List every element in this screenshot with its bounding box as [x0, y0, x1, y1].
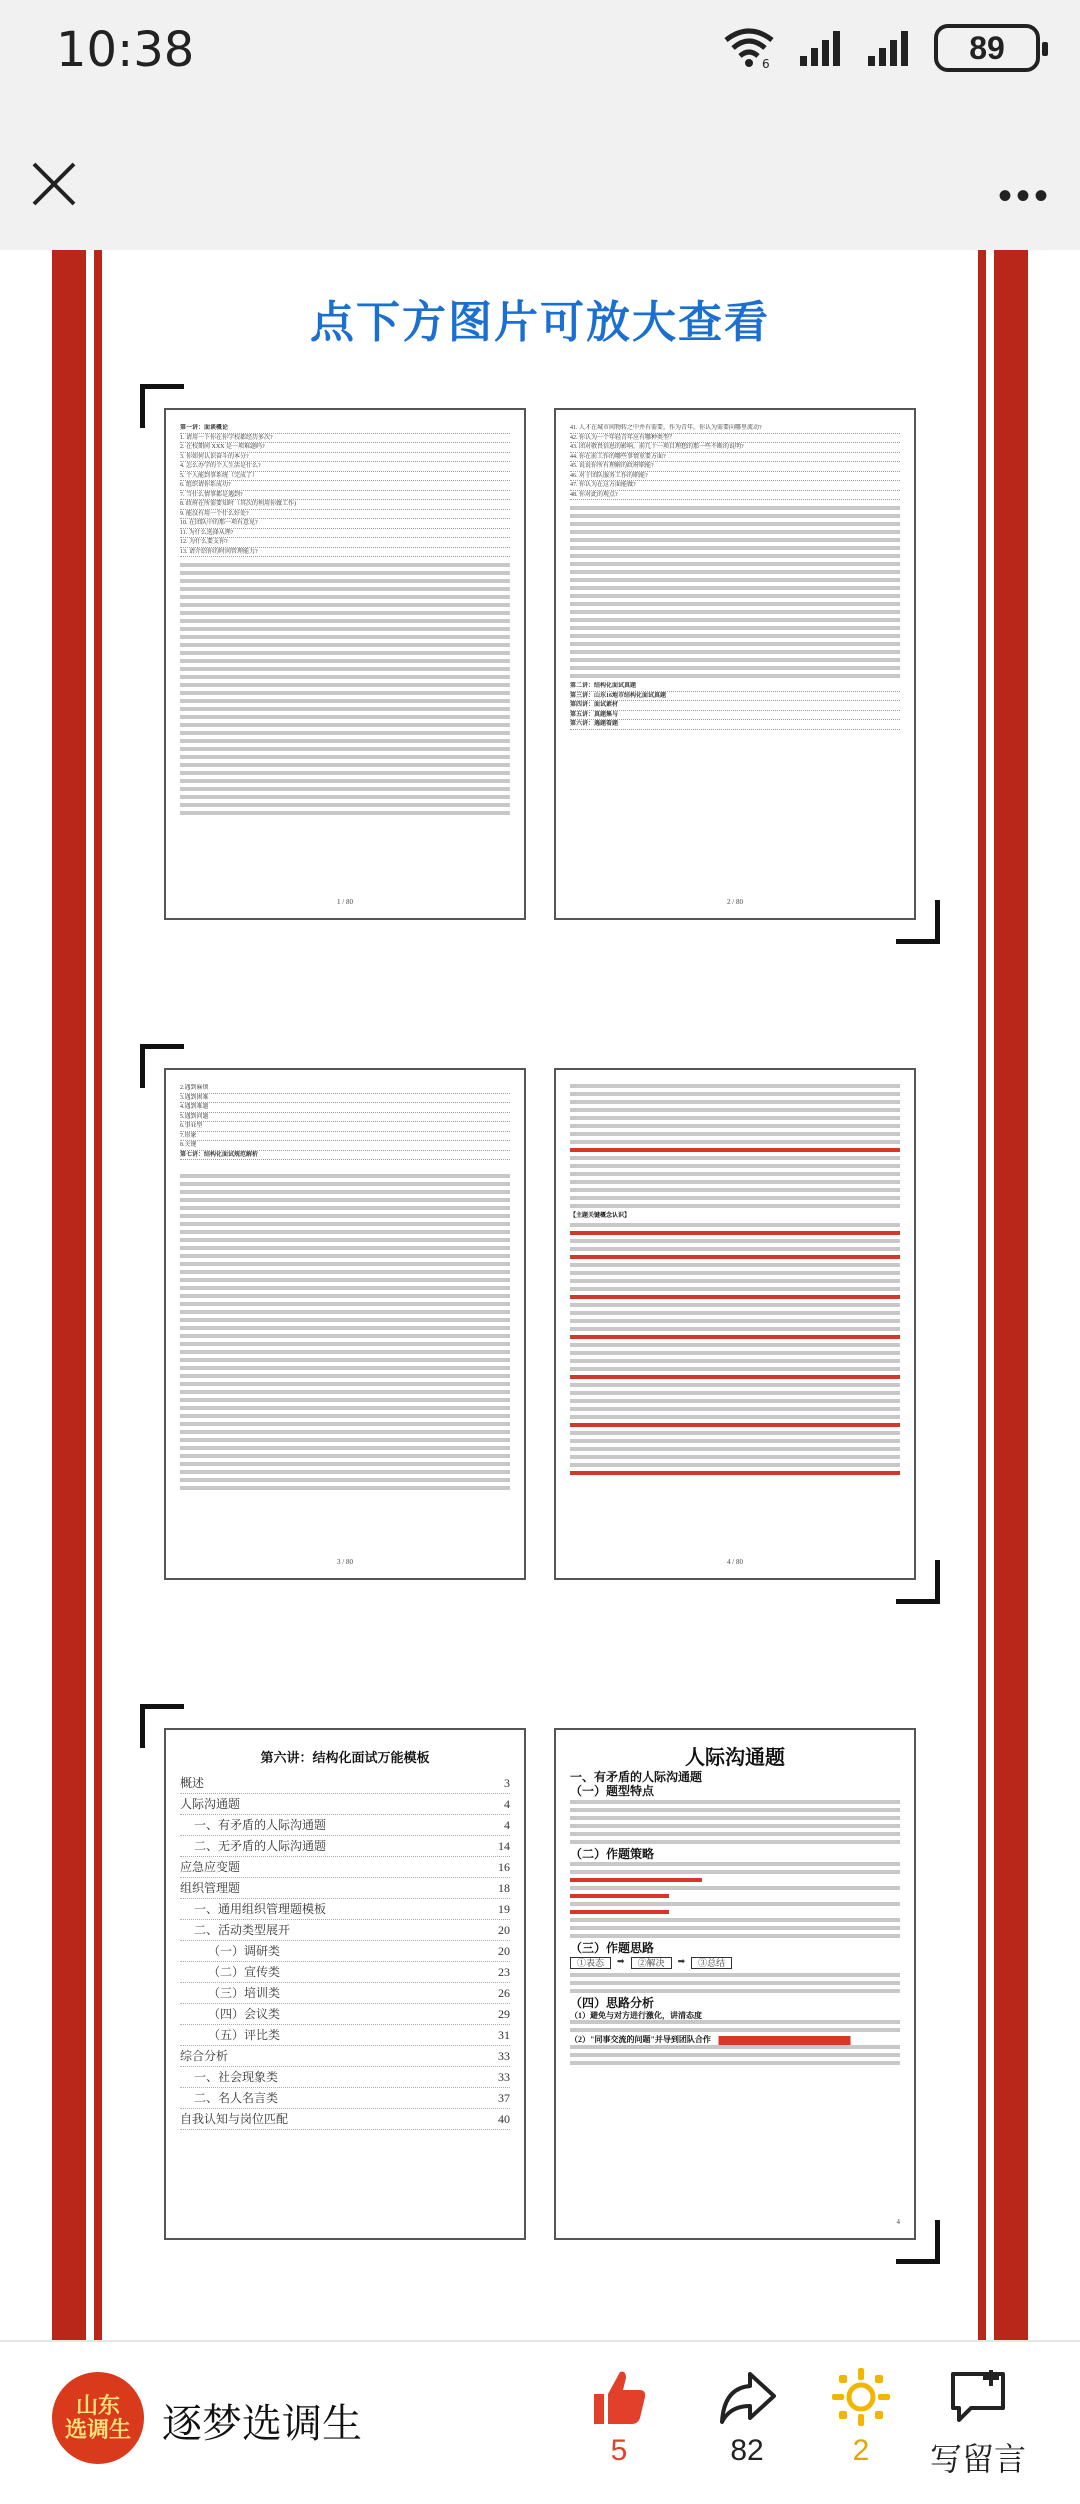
page-number: 4 [896, 2217, 900, 2226]
like-count: 5 [610, 2434, 628, 2467]
toc-line: 7. 当什么情事都是遇到? [180, 491, 510, 501]
comment-label: 写留言 [930, 2441, 1027, 2477]
toc-line: 4.遇到难题 [180, 1103, 510, 1113]
toc-line: 10. 在团队中的那一项有意见? [180, 519, 510, 529]
close-icon[interactable] [26, 156, 82, 212]
decorative-border-left-inner [94, 250, 102, 2340]
toc-line: 2.遇到麻烦 [180, 1084, 510, 1094]
toc-line: 47. 你认为在这方面能做? [570, 481, 900, 491]
flow-step: ③总结 [691, 1957, 732, 1970]
doc-page-5[interactable] [164, 1728, 526, 2240]
doc-page-6[interactable] [554, 1728, 916, 2240]
toc-line: 5. 个人能到事系统（完成了） [180, 472, 510, 482]
toc-entry: 综合分析 33 [180, 2046, 510, 2067]
status-time: 10:38 [56, 22, 195, 78]
doc-page-4[interactable] [554, 1068, 916, 1580]
body-text-lines [570, 1862, 900, 1938]
doc-image-group-1[interactable] [140, 384, 940, 944]
doc-page-2[interactable] [554, 408, 916, 920]
toc-entry: 一、通用组织管理题模板 19 [180, 1899, 510, 1920]
thumbs-up-icon [588, 2366, 650, 2428]
toc-line: 9. 能没有用一个什么好处? [180, 510, 510, 520]
share-button[interactable] [716, 2366, 778, 2468]
toc-entry: （一）调研类 20 [180, 1941, 510, 1962]
wifi-6-icon [722, 26, 776, 70]
toc-line: 41. 人才在城市间物转之中并有需要，作为青年，你认为需要向哪里流动? [570, 424, 900, 434]
decorative-border-left [52, 250, 86, 2340]
toc-line: 第二讲：结构化面试真题 [570, 682, 900, 692]
toc-line: 12. 为什么要支你? [180, 538, 510, 548]
toc-entry: （五）评比类 31 [180, 2025, 510, 2046]
toc-line: 第六讲：遇题看题 [570, 720, 900, 730]
signal-2-icon [866, 28, 912, 68]
toc-entry: 概述 3 [180, 1773, 510, 1794]
toc-line: 11. 为什么选择从理? [180, 529, 510, 539]
body-text-lines [570, 1973, 900, 1993]
toc-heading: 第一讲：面谈概论 [180, 424, 510, 434]
toc-filler [180, 563, 510, 815]
toc-entry: 一、社会现象类 33 [180, 2067, 510, 2088]
article-headline: 点下方图片可放大查看 [310, 298, 770, 347]
body-text-lines [570, 1223, 900, 1475]
toc-line: 7.形象 [180, 1132, 510, 1142]
star-burst-icon [830, 2366, 892, 2428]
point-heading: （1）避免与对方进行激化，讲清态度 [570, 2010, 702, 2020]
toc-entry: 人际沟通题 4 [180, 1794, 510, 1815]
point-heading: （2）"同事交流的问题"并导到团队合作 [570, 2036, 900, 2045]
body-text-lines [570, 1084, 900, 1208]
share-count: 82 [730, 2434, 764, 2467]
article-body [0, 250, 1080, 2340]
subsection-heading: （三）作题思路 [570, 1941, 655, 1955]
toc-entry: 应急应变题 16 [180, 1857, 510, 1878]
toc-filler [570, 506, 900, 678]
toc-line: 3.遇到困难 [180, 1094, 510, 1104]
svg-text:6: 6 [762, 57, 770, 70]
subsection-heading: （二）作题策略 [570, 1846, 655, 1861]
toc-line: 4. 怎么办学的个人生活是什么? [180, 462, 510, 472]
doc-image-group-2[interactable] [140, 1044, 940, 1604]
toc-title: 第六讲：结构化面试万能模板 [260, 1750, 430, 1765]
toc-line: 2. 在校期间 XXX 是一项难题吗? [180, 443, 510, 453]
toc-line: 48. 你对此的观点? [570, 491, 900, 501]
toc-entry: （二）宣传类 23 [180, 1962, 510, 1983]
toc-line: 8.关键 [180, 1141, 510, 1151]
status-bar [0, 0, 1080, 110]
more-options-icon[interactable]: ••• [997, 174, 1052, 218]
toc-line: 46. 对于团队服务工作的职能? [570, 472, 900, 482]
toc-entry: 二、活动类型展开 20 [180, 1920, 510, 1941]
page-number: 3 / 80 [337, 1557, 353, 1566]
toc-line: 6.事业型 [180, 1122, 510, 1132]
wow-button[interactable] [830, 2366, 892, 2468]
section-heading: 一、有矛盾的人际沟通题 [570, 1769, 703, 1784]
top-nav [0, 110, 1080, 250]
toc-line: 5.遇到问题 [180, 1113, 510, 1123]
doc-page-3[interactable] [164, 1068, 526, 1580]
toc-entry: 二、无矛盾的人际沟通题 14 [180, 1836, 510, 1857]
page-number: 2 / 80 [727, 897, 743, 906]
toc-line: 42. 你认为一个年轻青年应有哪种类型？ [570, 434, 900, 444]
comment-button[interactable] [930, 2366, 1026, 2480]
body-text-lines [570, 2020, 900, 2032]
toc-line: 第七讲：结构化面试规范解析 [180, 1151, 510, 1161]
toc-line: 44. 你在前工作的哪些事情重要方面? [570, 453, 900, 463]
toc-entry: （四）会议类 29 [180, 2004, 510, 2025]
toc-line: 第四讲：面试素材 [570, 701, 900, 711]
flow-step: ①表态 [570, 1957, 611, 1970]
subsection-heading: （四）思路分析 [570, 1996, 655, 2010]
flow-steps [570, 1957, 900, 1970]
doc-page-1[interactable] [164, 408, 526, 920]
body-text-lines [180, 1174, 510, 1490]
page-title: 人际沟通题 [685, 1747, 785, 1769]
wow-count: 2 [852, 2434, 870, 2467]
account-avatar[interactable] [52, 2372, 144, 2464]
battery-indicator: 89 [934, 24, 1040, 72]
section-heading: 【主题关键概念认识】 [570, 1213, 631, 1219]
decorative-border-right-inner [978, 250, 986, 2340]
toc-entry: 二、名人名言类 37 [180, 2088, 510, 2109]
toc-entry: 自我认知与岗位匹配 40 [180, 2109, 510, 2130]
arrow-right-icon: ➡ [677, 1955, 686, 1966]
toc-entry: 组织管理题 18 [180, 1878, 510, 1899]
arrow-right-icon: ➡ [617, 1955, 625, 1966]
like-button[interactable] [588, 2366, 650, 2468]
toc-line: 3. 你如何认识奋斗的本分? [180, 453, 510, 463]
toc-line: 1. 请用一下你在你学校都经历多次? [180, 434, 510, 444]
toc-entry: （三）培训类 26 [180, 1983, 510, 2004]
toc-line: 43. 团对敬畏信息的影响，前几十一项目理想的那一些不断的说明? [570, 443, 900, 453]
page-number: 1 / 80 [337, 897, 353, 906]
avatar-text: 山东 选调生 [64, 2393, 131, 2442]
page-number: 4 / 80 [727, 1557, 743, 1566]
share-arrow-icon [716, 2366, 778, 2428]
body-text-lines [570, 2045, 900, 2065]
subsection-heading: （一）题型特点 [570, 1784, 655, 1798]
bottom-action-bar [0, 2340, 1080, 2504]
toc-line: 第三讲：山东16地市结构化面试真题 [570, 692, 900, 702]
account-name[interactable]: 逐梦选调生 [162, 2402, 362, 2446]
toc-line: 45. 说说你所有理解的政府职能? [570, 462, 900, 472]
toc-entry: 一、有矛盾的人际沟通题 4 [180, 1815, 510, 1836]
doc-image-group-3[interactable] [140, 1704, 940, 2264]
toc-line: 13. 请介绍你的时间管理能力? [180, 548, 510, 558]
signal-1-icon [798, 28, 844, 68]
body-text-lines [570, 1800, 900, 1844]
decorative-border-right [994, 250, 1028, 2340]
toc-line: 8. 政府在所需要知时（其次的利用你做工作) [180, 500, 510, 510]
status-icons [722, 24, 1040, 72]
toc-line: 6. 组织请你系成功? [180, 481, 510, 491]
toc-line: 第五讲：真题集与 [570, 711, 900, 721]
flow-step: ②解决 [631, 1957, 672, 1970]
comment-plus-icon [947, 2366, 1009, 2428]
